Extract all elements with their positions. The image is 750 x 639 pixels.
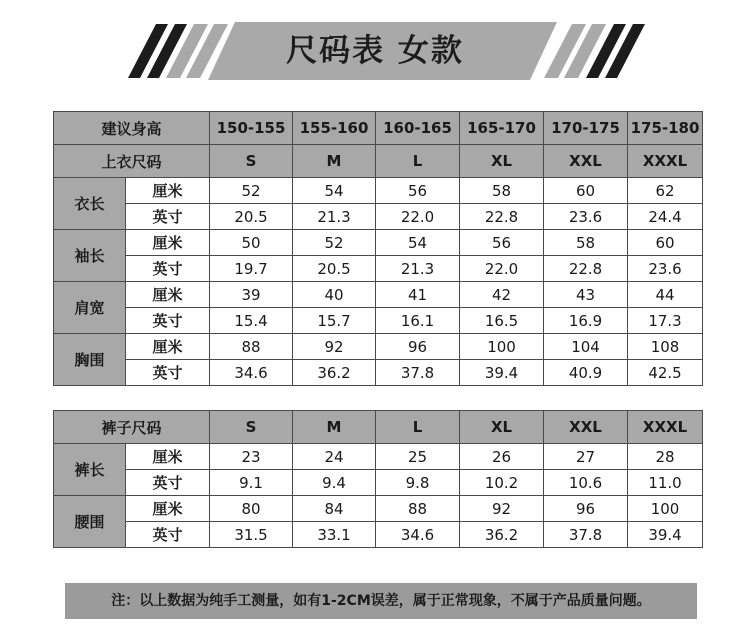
value-cell: 88 xyxy=(376,496,460,522)
height-header-row-cell: 175-180 xyxy=(628,112,703,145)
pants-size-row-cell: XXXL xyxy=(628,411,703,444)
measurement-name: 衣长 xyxy=(54,178,126,230)
top-size-row-cell: M xyxy=(293,145,376,178)
value-cell: 60 xyxy=(628,230,703,256)
page-title: 尺码表 女款 xyxy=(286,33,464,69)
unit-label: 英寸 xyxy=(126,470,210,496)
value-cell: 96 xyxy=(544,496,628,522)
value-cell: 43 xyxy=(544,282,628,308)
value-cell: 17.3 xyxy=(628,308,703,334)
measurement-row xyxy=(54,282,703,308)
height-header-row-cell: 150-155 xyxy=(210,112,293,145)
value-cell: 92 xyxy=(460,496,544,522)
value-cell: 42 xyxy=(460,282,544,308)
value-cell: 24.4 xyxy=(628,204,703,230)
pants-size-row-cell: XXL xyxy=(544,411,628,444)
measurement-row xyxy=(54,444,703,470)
measurement-name: 肩宽 xyxy=(54,282,126,334)
value-cell: 23.6 xyxy=(628,256,703,282)
value-cell: 15.7 xyxy=(293,308,376,334)
height-header-row-cell: 160-165 xyxy=(376,112,460,145)
value-cell: 22.8 xyxy=(460,204,544,230)
value-cell: 52 xyxy=(293,230,376,256)
unit-label: 厘米 xyxy=(126,230,210,256)
value-cell: 39 xyxy=(210,282,293,308)
unit-label: 英寸 xyxy=(126,256,210,282)
pants-size-row-cell: L xyxy=(376,411,460,444)
value-cell: 58 xyxy=(460,178,544,204)
measurement-row xyxy=(54,522,703,548)
value-cell: 34.6 xyxy=(376,522,460,548)
measurement-row xyxy=(54,204,703,230)
value-cell: 36.2 xyxy=(293,360,376,386)
measurement-name: 胸围 xyxy=(54,334,126,386)
value-cell: 39.4 xyxy=(628,522,703,548)
measurement-row xyxy=(54,470,703,496)
value-cell: 39.4 xyxy=(460,360,544,386)
value-cell: 100 xyxy=(628,496,703,522)
top-size-row-cell: L xyxy=(376,145,460,178)
value-cell: 80 xyxy=(210,496,293,522)
value-cell: 16.9 xyxy=(544,308,628,334)
value-cell: 36.2 xyxy=(460,522,544,548)
pants-size-row-cell: S xyxy=(210,411,293,444)
measurement-row xyxy=(54,230,703,256)
value-cell: 23 xyxy=(210,444,293,470)
value-cell: 41 xyxy=(376,282,460,308)
value-cell: 9.1 xyxy=(210,470,293,496)
value-cell: 16.1 xyxy=(376,308,460,334)
value-cell: 28 xyxy=(628,444,703,470)
measurement-row xyxy=(54,496,703,522)
value-cell: 20.5 xyxy=(210,204,293,230)
value-cell: 9.8 xyxy=(376,470,460,496)
top-size-table xyxy=(53,111,703,386)
value-cell: 20.5 xyxy=(293,256,376,282)
value-cell: 56 xyxy=(376,178,460,204)
pants-size-row xyxy=(54,411,703,444)
value-cell: 16.5 xyxy=(460,308,544,334)
measurement-name: 裤长 xyxy=(54,444,126,496)
value-cell: 100 xyxy=(460,334,544,360)
value-cell: 62 xyxy=(628,178,703,204)
value-cell: 9.4 xyxy=(293,470,376,496)
value-cell: 33.1 xyxy=(293,522,376,548)
unit-label: 厘米 xyxy=(126,496,210,522)
bottom-size-table xyxy=(53,410,703,548)
measurement-row xyxy=(54,308,703,334)
value-cell: 10.2 xyxy=(460,470,544,496)
top-size-row-cell: S xyxy=(210,145,293,178)
top-size-row-label: 上衣尺码 xyxy=(54,145,210,178)
value-cell: 54 xyxy=(376,230,460,256)
value-cell: 96 xyxy=(376,334,460,360)
value-cell: 44 xyxy=(628,282,703,308)
value-cell: 88 xyxy=(210,334,293,360)
value-cell: 54 xyxy=(293,178,376,204)
value-cell: 84 xyxy=(293,496,376,522)
value-cell: 60 xyxy=(544,178,628,204)
value-cell: 31.5 xyxy=(210,522,293,548)
value-cell: 22.8 xyxy=(544,256,628,282)
top-size-row xyxy=(54,145,703,178)
height-header-row xyxy=(54,112,703,145)
value-cell: 27 xyxy=(544,444,628,470)
value-cell: 19.7 xyxy=(210,256,293,282)
value-cell: 11.0 xyxy=(628,470,703,496)
unit-label: 英寸 xyxy=(126,522,210,548)
measurement-row xyxy=(54,334,703,360)
unit-label: 英寸 xyxy=(126,308,210,334)
measurement-row xyxy=(54,178,703,204)
value-cell: 22.0 xyxy=(376,204,460,230)
value-cell: 108 xyxy=(628,334,703,360)
pants-size-row-cell: M xyxy=(293,411,376,444)
value-cell: 22.0 xyxy=(460,256,544,282)
top-size-row-cell: XXXL xyxy=(628,145,703,178)
title-banner xyxy=(0,20,750,82)
height-header-row-label: 建议身高 xyxy=(54,112,210,145)
measurement-row xyxy=(54,256,703,282)
value-cell: 92 xyxy=(293,334,376,360)
top-size-row-cell: XXL xyxy=(544,145,628,178)
value-cell: 26 xyxy=(460,444,544,470)
measurement-name: 腰围 xyxy=(54,496,126,548)
unit-label: 厘米 xyxy=(126,282,210,308)
right-stripes-decoration xyxy=(544,24,645,78)
value-cell: 34.6 xyxy=(210,360,293,386)
value-cell: 10.6 xyxy=(544,470,628,496)
value-cell: 37.8 xyxy=(376,360,460,386)
value-cell: 25 xyxy=(376,444,460,470)
value-cell: 15.4 xyxy=(210,308,293,334)
value-cell: 21.3 xyxy=(376,256,460,282)
value-cell: 58 xyxy=(544,230,628,256)
value-cell: 104 xyxy=(544,334,628,360)
measurement-name: 袖长 xyxy=(54,230,126,282)
value-cell: 23.6 xyxy=(544,204,628,230)
value-cell: 21.3 xyxy=(293,204,376,230)
unit-label: 厘米 xyxy=(126,178,210,204)
value-cell: 42.5 xyxy=(628,360,703,386)
value-cell: 50 xyxy=(210,230,293,256)
pants-size-row-cell: XL xyxy=(460,411,544,444)
height-header-row-cell: 165-170 xyxy=(460,112,544,145)
pants-size-row-label: 裤子尺码 xyxy=(54,411,210,444)
value-cell: 24 xyxy=(293,444,376,470)
measurement-row xyxy=(54,360,703,386)
value-cell: 40.9 xyxy=(544,360,628,386)
value-cell: 52 xyxy=(210,178,293,204)
top-size-row-cell: XL xyxy=(460,145,544,178)
value-cell: 40 xyxy=(293,282,376,308)
unit-label: 英寸 xyxy=(126,204,210,230)
unit-label: 厘米 xyxy=(126,444,210,470)
unit-label: 厘米 xyxy=(126,334,210,360)
height-header-row-cell: 170-175 xyxy=(544,112,628,145)
unit-label: 英寸 xyxy=(126,360,210,386)
value-cell: 56 xyxy=(460,230,544,256)
value-cell: 37.8 xyxy=(544,522,628,548)
height-header-row-cell: 155-160 xyxy=(293,112,376,145)
footnote: 注：以上数据为纯手工测量，如有1-2CM误差，属于正常现象，不属于产品质量问题。 xyxy=(65,583,697,619)
